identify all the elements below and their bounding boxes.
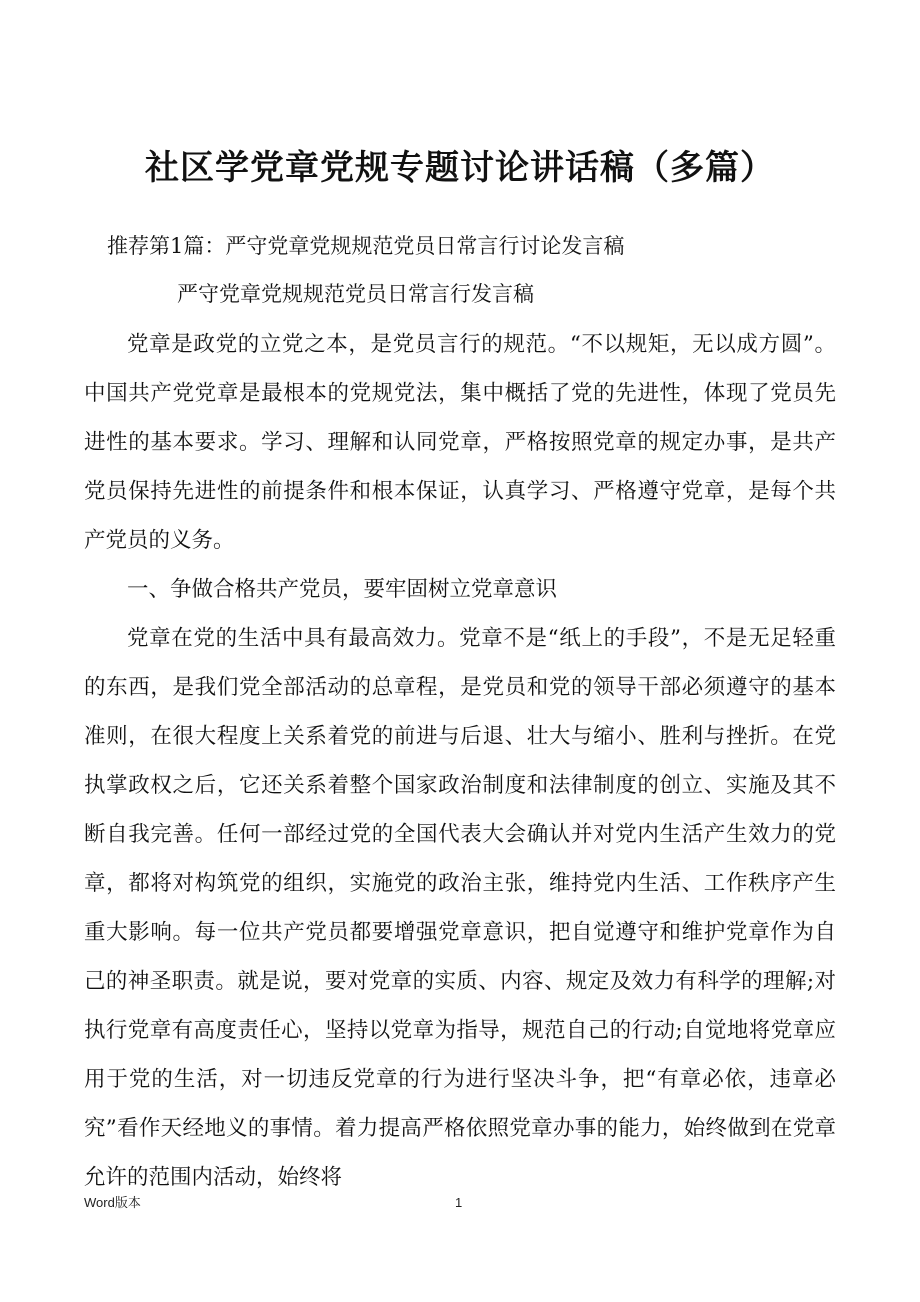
article-subheading: 严守党章党规规范党员日常言行发言稿 [177, 282, 534, 306]
document-body [84, 320, 836, 1202]
article-subtitle: 推荐第1篇：严守党章党规规范党员日常言行讨论发言稿 [107, 234, 625, 258]
page-number: 1 [455, 1195, 463, 1210]
body-paragraph: 党章是政党的立党之本，是党员言行的规范。“不以规矩，无以成方圆”。中国共产党党章是最根本的党规党法，集中概括了党的先进性，体现了党员先进性的基本要求。学习、理解和认同党章，严格按照党章的规定办事，是共产党员保持先进性的前提条件和根本保证，认真学习、严格遵守党章，是每个共产党员的义务。 [84, 332, 836, 553]
body-paragraph: 党章在党的生活中具有最高效力。党章不是“纸上的手段”，不是无足轻重的东西，是我们党全部活动的总章程，是党员和党的领导干部必须遵守的基本准则，在很大程度上关系着党的前进与后退、壮大与缩小、胜利与挫折。在党执掌政权之后，它还关系着整个国家政治制度和法律制度的创立、实施及其不断自我完善。任何一部经过党的全国代表大会确认并对党内生活产生效力的党章，都将对构筑党的组织，实施党的政治主张，维持党内生活、工作秩序产生重大影响。每一位共产党员都要增强党章意识，把自觉遵守和维护党章作为自己的神圣职责。就是说，要对党章的实质、内容、规定及效力有科学的理解;对执行党章有高度责任心，坚持以党章为指导，规范自己的行动;自觉地将党章应用于党的生活，对一切违反党章的行为进行坚决斗争，把“有章必依，违章必究”看作天经地义的事情。着力提高严格依照党章办事的能力，始终做到在党章允许的范围内活动，始终将 [84, 626, 836, 1190]
section-heading: 一、争做合格共产党员，要牢固树立党章意识 [127, 577, 558, 602]
footer-label: Word版本 [84, 1195, 141, 1210]
page-title: 社区学党章党规专题讨论讲话稿（多篇） [145, 148, 775, 188]
